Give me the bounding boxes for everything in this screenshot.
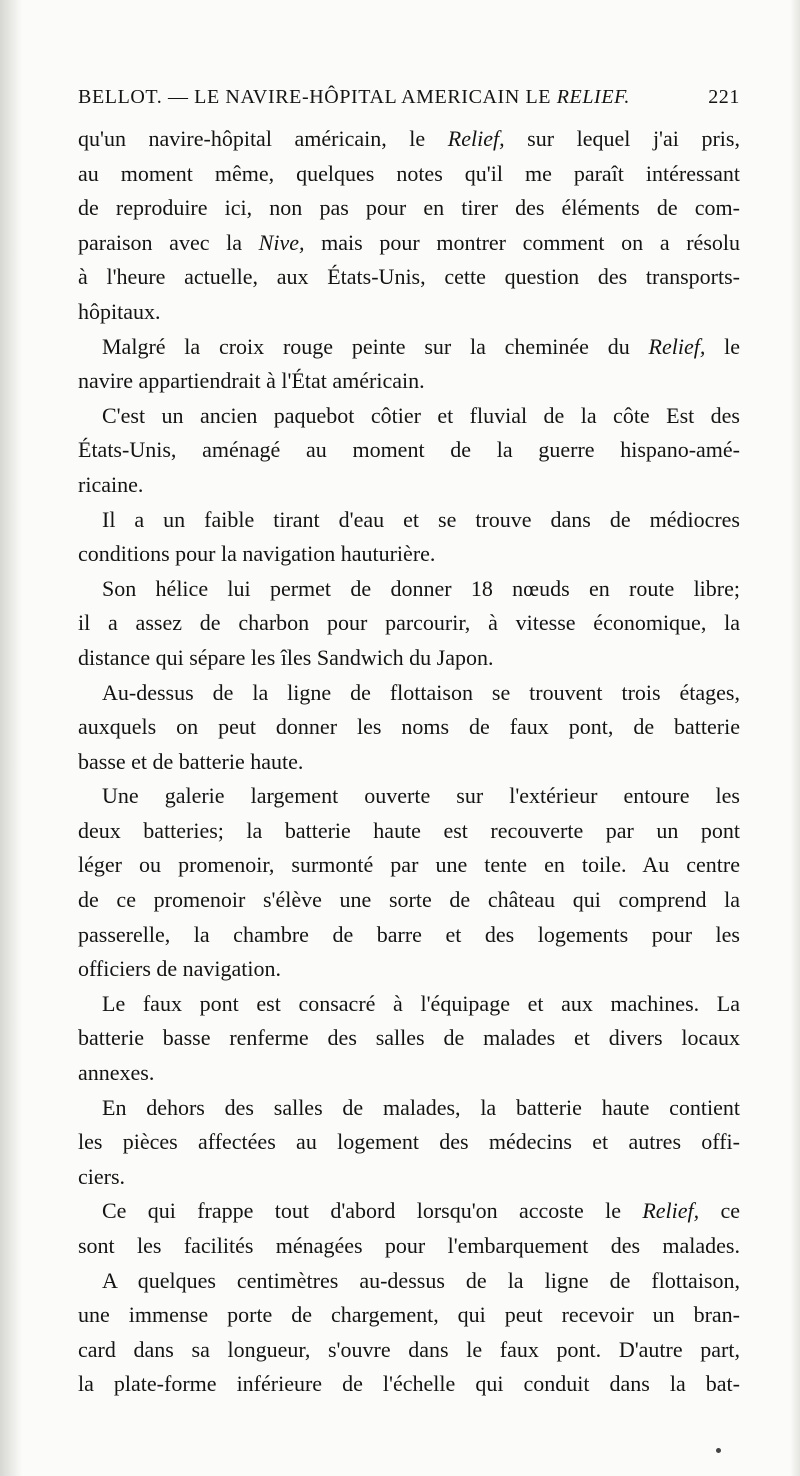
text-line: card dans sa longueur, s'ouvre dans le faux pont. D'autre part, xyxy=(78,1336,740,1362)
text-line: sont les facilités ménagées pour l'embarquement des malades. xyxy=(78,1233,740,1258)
text-line: la plate-forme inférieure de l'échelle qui conduit dans la bat- xyxy=(78,1371,740,1397)
text-line: Le faux pont est consacré à l'équipage et aux machines. La xyxy=(102,990,740,1016)
text-line: Au-dessus de la ligne de flottaison se trouvent trois étages, xyxy=(102,679,740,705)
text-line: léger ou promenoir, surmonté par une tente en toile. Au centre xyxy=(78,852,740,878)
text-line: C'est un ancien paquebot côtier et fluvial de la côte Est des xyxy=(102,402,740,428)
running-header xyxy=(78,86,740,116)
text-line: En dehors des salles de malades, la batterie haute contient xyxy=(102,1094,740,1120)
running-head xyxy=(78,86,630,109)
text-line: de ce promenoir s'élève une sorte de château qui comprend la xyxy=(78,887,740,913)
running-head-ship-name: RELIEF. xyxy=(556,86,630,108)
page-edge-shadow xyxy=(0,0,22,1476)
page-edge-shadow xyxy=(790,0,800,1476)
page-number: 221 xyxy=(708,86,740,108)
text-line: passerelle, la chambre de barre et des logements pour les xyxy=(78,921,740,947)
text-line: au moment même, quelques notes qu'il me paraît intéressant xyxy=(78,160,740,186)
text-line: deux batteries; la batterie haute est recouverte par un pont xyxy=(78,817,740,843)
text-line: ricaine. xyxy=(78,471,144,497)
text-line: il a assez de charbon pour parcourir, à vitesse économique, la xyxy=(78,610,740,636)
text-line: A quelques centimètres au-dessus de la ligne de flottaison, xyxy=(102,1267,740,1293)
text-line: auxquels on peut donner les noms de faux pont, de batterie xyxy=(78,714,740,740)
text-line: Son hélice lui permet de donner 18 nœuds en route libre; xyxy=(102,575,740,601)
text-line: paraison avec la Nive, mais pour montrer comment on a résolu xyxy=(78,229,740,255)
text-line: ciers. xyxy=(78,1163,126,1189)
text-line: les pièces affectées au logement des médecins et autres offi- xyxy=(78,1129,740,1155)
running-head-text: BELLOT. — LE NAVIRE-HÔPITAL AMERICAIN LE xyxy=(78,86,557,108)
text-line: Malgré la croix rouge peinte sur la cheminée du Relief, le xyxy=(102,333,740,359)
text-line: officiers de navigation. xyxy=(78,956,282,982)
text-line: une immense porte de chargement, qui peut recevoir un bran- xyxy=(78,1302,740,1328)
text-line: États-Unis, aménagé au moment de la guerre hispano-amé- xyxy=(78,437,740,463)
text-line: conditions pour la navigation hauturière. xyxy=(78,541,436,567)
text-line: distance qui sépare les îles Sandwich du Japon. xyxy=(78,644,494,670)
body-text xyxy=(78,122,740,1402)
text-line: qu'un navire-hôpital américain, le Relief, sur lequel j'ai pris, xyxy=(78,126,740,151)
text-line: Une galerie largement ouverte sur l'extérieur entoure les xyxy=(102,783,740,809)
text-line: Ce qui frappe tout d'abord lorsqu'on accoste le Relief, ce xyxy=(102,1198,740,1224)
text-line: à l'heure actuelle, aux États-Unis, cette question des transports- xyxy=(78,264,740,290)
text-line: batterie basse renferme des salles de malades et divers locaux xyxy=(78,1025,740,1051)
text-line: navire appartiendrait à l'État américain. xyxy=(78,368,425,394)
text-line: hôpitaux. xyxy=(78,298,161,324)
text-line: Il a un faible tirant d'eau et se trouve dans de médiocres xyxy=(102,506,740,532)
text-line: annexes. xyxy=(78,1060,155,1086)
text-line: basse et de batterie haute. xyxy=(78,748,304,774)
ink-speck xyxy=(716,1448,721,1453)
text-line: de reproduire ici, non pas pour en tirer des éléments de com- xyxy=(78,195,740,221)
